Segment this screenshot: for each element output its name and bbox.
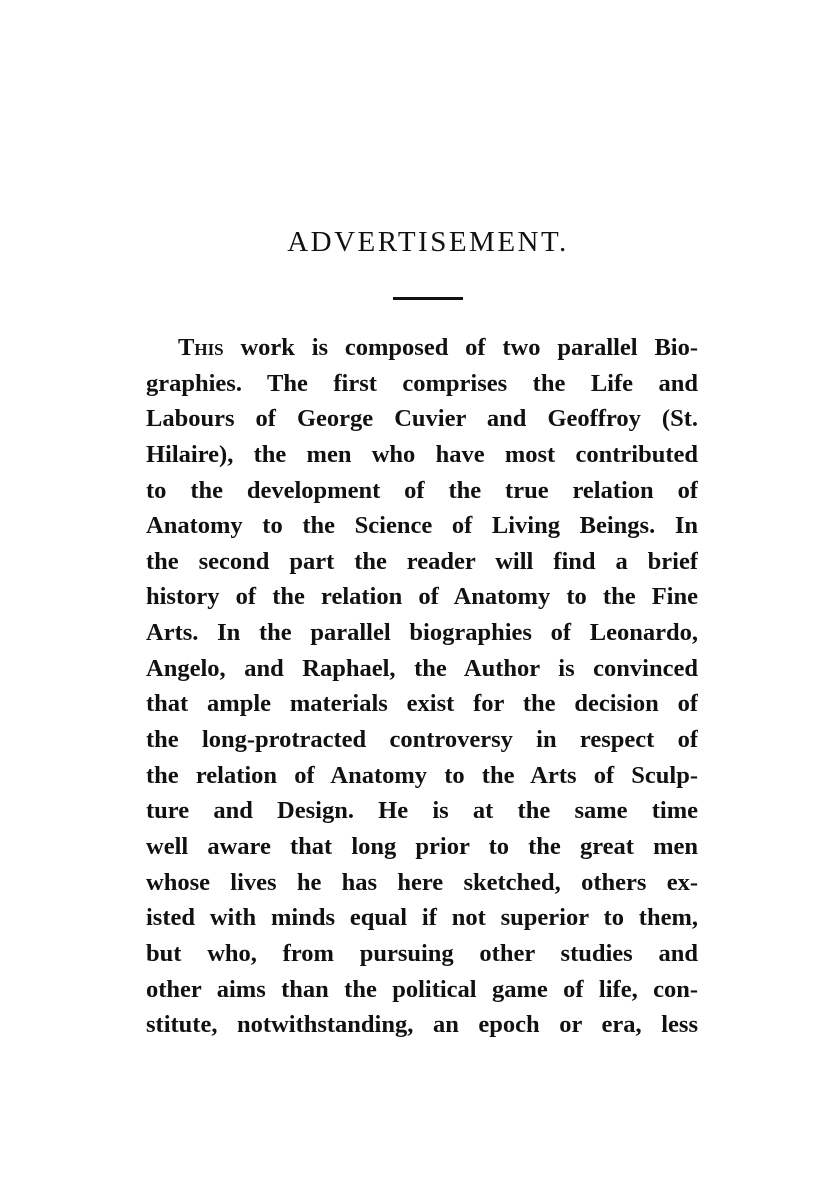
page-title: ADVERTISEMENT. — [287, 226, 569, 258]
text-line: ture and Design. He is at the same time — [146, 797, 698, 825]
advertisement-paragraph — [146, 330, 698, 1043]
text-line: the long-protracted controversy in respect of — [146, 726, 698, 754]
text-line-content: work is composed of two parallel Bio- — [223, 334, 698, 361]
opening-word: This — [178, 334, 224, 361]
text-line: Arts. In the parallel biographies of Leonardo, — [146, 619, 698, 647]
text-line — [146, 330, 698, 366]
text-line: graphies. The first comprises the Life and — [146, 369, 698, 397]
text-line: Angelo, and Raphael, the Author is convinced — [146, 654, 698, 682]
text-line: history of the relation of Anatomy to the Fine — [146, 583, 698, 611]
text-line: well aware that long prior to the great men — [146, 832, 698, 860]
title-rule — [393, 297, 463, 300]
text-line: but who, from pursuing other studies and — [146, 939, 698, 967]
text-line: that ample materials exist for the decision of — [146, 690, 698, 718]
text-line: other aims than the political game of life, con- — [146, 975, 698, 1003]
text-line: Hilaire), the men who have most contributed — [146, 440, 698, 468]
text-line: isted with minds equal if not superior to them, — [146, 904, 698, 932]
text-line: the second part the reader will find a brief — [146, 547, 698, 575]
text-line: to the development of the true relation of — [146, 476, 698, 504]
text-line: stitute, notwithstanding, an epoch or era, less — [146, 1011, 698, 1039]
text-line: Anatomy to the Science of Living Beings. In — [146, 512, 698, 540]
text-line: the relation of Anatomy to the Arts of Sculp- — [146, 761, 698, 789]
text-line: whose lives he has here sketched, others ex- — [146, 868, 698, 896]
text-line: Labours of George Cuvier and Geoffroy (St. — [146, 405, 698, 433]
